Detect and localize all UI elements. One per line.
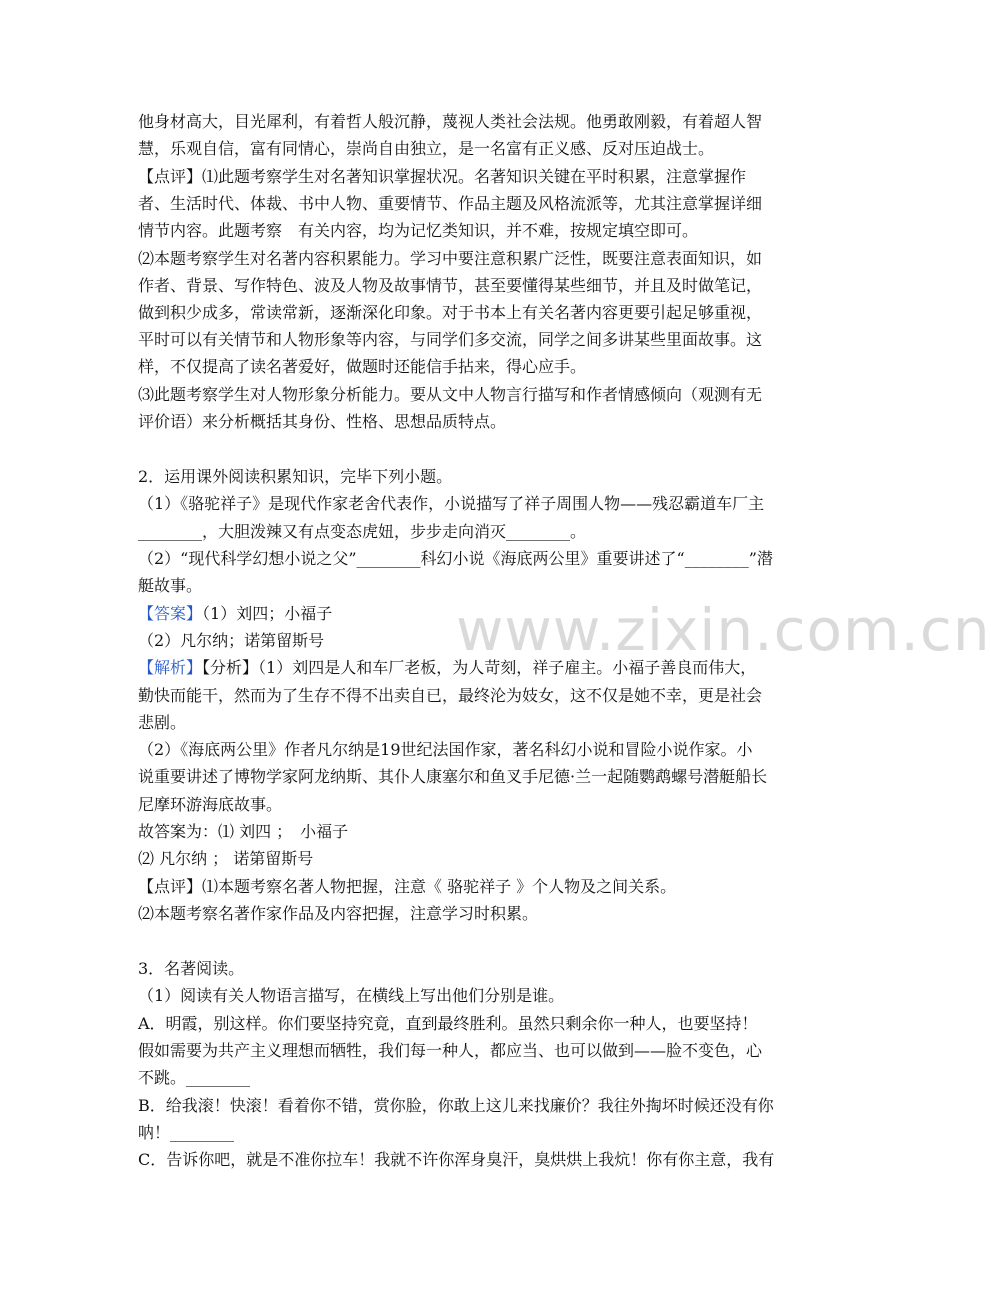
answer-label: 【答案】 <box>138 604 203 623</box>
text-line: ⑶此题考察学生对人物形象分析能力。要从文中人物言行描写和作者情感倾向（观测有无 <box>138 385 763 404</box>
text-line: （1）阅读有关人物语言描写，在横线上写出他们分别是谁。 <box>138 986 565 1005</box>
question-2-title: 2．运用课外阅读积累知识，完毕下列小题。 <box>138 467 453 486</box>
text-line: 尼摩环游海底故事。 <box>138 795 283 814</box>
text-line: 【点评】⑴此题考察学生对名著知识掌握状况。名著知识关键在平时积累，注意掌握作 <box>138 167 747 186</box>
text-line: （2）“现代科学幻想小说之父”________科幻小说《海底两公里》重要讲述了“________”潜 <box>138 549 773 568</box>
text-line: A．明霞，别这样。你们要坚持究竟，直到最终胜利。虽然只剩余你一种人，也要坚持！ <box>138 1014 758 1033</box>
text-line: 平时可以有关情节和人物形象等内容，与同学们多交流，同学之间多讲某些里面故事。这 <box>138 330 763 349</box>
text-line: 艇故事。 <box>138 576 203 595</box>
text-line: 【点评】⑴本题考察名著人物把握，注意《 骆驼祥子 》个人物及之间关系。 <box>138 877 677 896</box>
text-line: （2）凡尔纳；诺第留斯号 <box>138 631 325 650</box>
analysis-text: 【分析】（1）刘四是人和车厂老板，为人苛刻，祥子雇主。小福子善良而伟大， <box>202 658 757 677</box>
analysis-label: 【解析】 <box>138 658 203 677</box>
text-line: 作者、背景、写作特色、波及人物及故事情节，甚至要懂得某些细节，并且及时做笔记， <box>138 276 763 295</box>
text-line: 说重要讲述了博物学家阿龙纳斯、其仆人康塞尔和鱼叉手尼德·兰一起随鹦鹉螺号潜艇船长 <box>138 767 768 786</box>
text-line: 呐！________ <box>138 1123 235 1142</box>
text-line: C．告诉你吧，就是不准你拉车！我就不许你浑身臭汗，臭烘烘上我炕！你有你主意，我有 <box>138 1150 775 1169</box>
text-line: 情节内容。此题考察 有关内容，均为记忆类知识，并不难，按规定填空即可。 <box>138 221 699 240</box>
text-line: 者、生活时代、体裁、书中人物、重要情节、作品主题及风格流派等，尤其注意掌握详细 <box>138 194 763 213</box>
analysis-line <box>138 657 788 679</box>
text-line: 样，不仅提高了读名著爱好，做题时还能信手拈来，得心应手。 <box>138 357 587 376</box>
text-line: 他身材高大，目光犀利，有着哲人般沉静，蔑视人类社会法规。他勇敢刚毅，有着超人智 <box>138 112 763 131</box>
text-line: （1）《骆驼祥子》是现代作家老舍代表作，小说描写了祥子周围人物——残忍霸道车厂主 <box>138 494 765 513</box>
text-line: 故答案为：⑴ 刘四 ； 小福子 <box>138 822 349 841</box>
text-line: ⑵ 凡尔纳 ； 诺第留斯号 <box>138 849 314 868</box>
text-line: 慧，乐观自信，富有同情心，崇尚自由独立，是一名富有正义感、反对压迫战士。 <box>138 139 715 158</box>
answer-text: （1）刘四；小福子 <box>202 604 333 623</box>
answer-line <box>138 603 788 625</box>
watermark: www.zixin.com.cn <box>456 596 991 664</box>
question-3-title: 3．名著阅读。 <box>138 959 245 978</box>
text-line: 假如需要为共产主义理想而牺牲，我们每一种人，都应当、也可以做到——脸不变色，心 <box>138 1041 763 1060</box>
text-line: B．给我滚！快滚！看着你不错，赏你脸，你敢上这儿来找廉价？我往外掏坏时候还没有你 <box>138 1096 774 1115</box>
text-line: 悲剧。 <box>138 713 187 732</box>
text-line: ⑵本题考察学生对名著内容积累能力。学习中要注意积累广泛性，既要注意表面知识，如 <box>138 249 763 268</box>
text-line: 勤快而能干，然而为了生存不得不出卖自已，最终沦为妓女，这不仅是她不幸，更是社会 <box>138 686 763 705</box>
text-line: （2）《海底两公里》作者凡尔纳是19世纪法国作家，著名科幻小说和冒险小说作家。小 <box>138 740 753 759</box>
text-line: 不跳。________ <box>138 1068 251 1087</box>
text-line: ⑵本题考察名著作家作品及内容把握，注意学习时积累。 <box>138 904 539 923</box>
text-line: ________，大胆泼辣又有点变态虎妞，步步走向消灭________。 <box>138 522 587 541</box>
text-line: 做到积少成多，常读常新，逐渐深化印象。对于书本上有关名著内容更要引起足够重视， <box>138 303 763 322</box>
text-line: 评价语）来分析概括其身份、性格、思想品质特点。 <box>138 412 507 431</box>
